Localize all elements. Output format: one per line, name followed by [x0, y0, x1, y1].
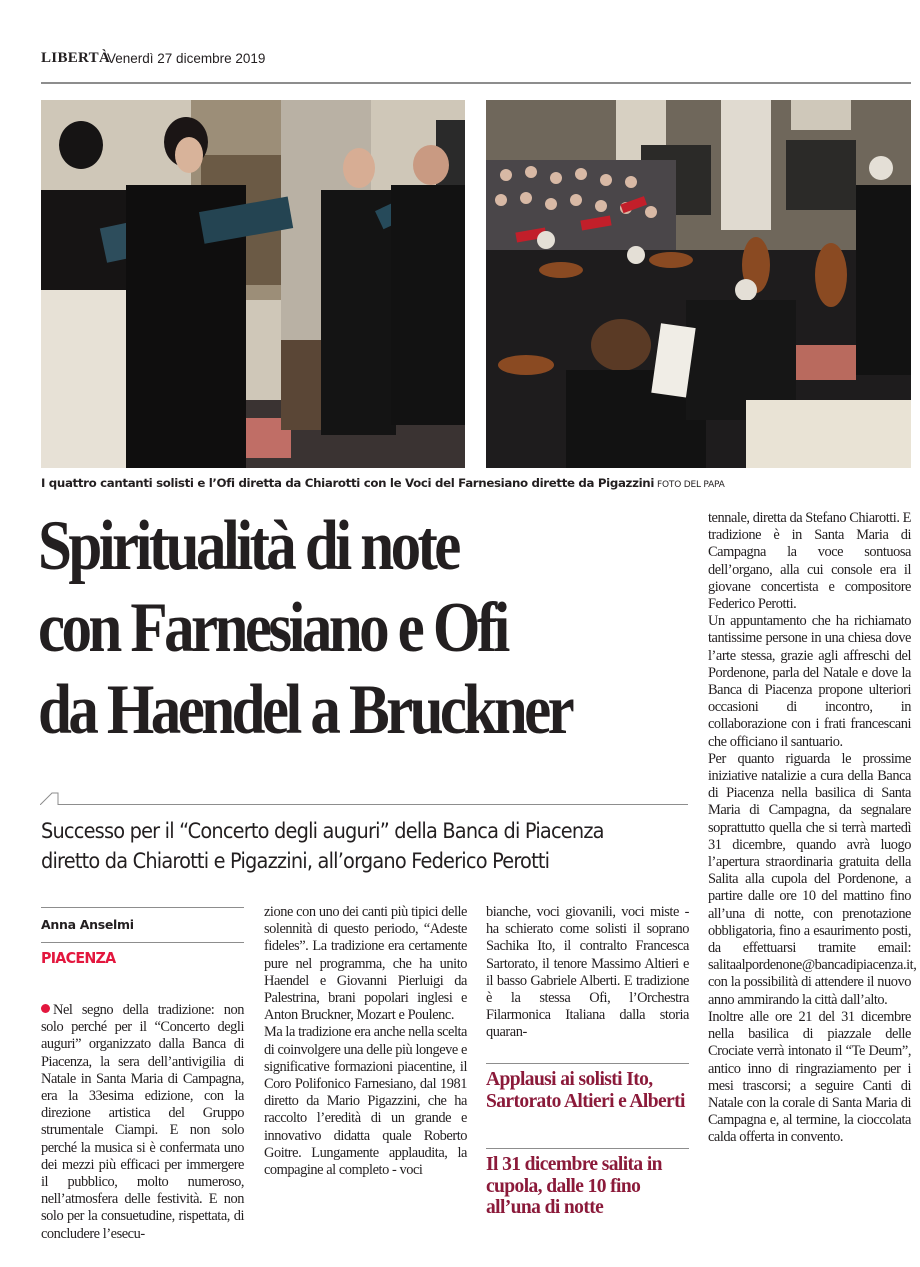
body-paragraph: Per quanto riguarda le prossime iniziative natalizie a cura della Banca di Piacenza nella basilica di Santa Maria di Campagna, da segnalare soprattutto quella che si terrà martedì 31 dicembre, quando avrà luogo l’apertura straordinaria gratuita della Salita alla cupola del Pordenone, a partire dalle ore 10 del mattino fino all’una di notte, con prenotazione obbligatoria, fino a esaurimento posti, da effettuarsi tramite email: salitaalpordenone@bancadipiacenza.it, con la possibilità di attendere il nuovo anno ammirando la città dall’alto.	[708, 750, 917, 1008]
soloists-illustration	[41, 100, 465, 468]
photo-soloists	[41, 100, 465, 468]
byline-rule-top	[41, 907, 244, 908]
body-paragraph: Inoltre alle ore 21 del 31 dicembre nella basilica di piazzale delle Crociate verrà intonato il “Te Deum”, antico inno di ringraziamento per i mesi trascorsi; a seguire Canti di Natale con la corale di Santa Maria di Campagna e, al termine, la cioccolata calda offerta in convento.	[708, 1008, 911, 1146]
body-paragraph: Un appuntamento che ha richiamato tantissime persone in una chiesa dove l’arte stessa, grazie agli affreschi del Pordenone, parla del Natale e dove la Banca di Piacenza propone ulteriori occasioni di incontro, in collaborazione con i frati francescani che officiano il santuario.	[708, 613, 911, 750]
pull-quote-rule-2	[486, 1148, 689, 1149]
headline-line-1: Spiritualità di note	[38, 507, 458, 585]
body-column-1	[41, 1002, 244, 1243]
caption-text: I quattro cantanti solisti e l’Ofi diretta da Chiarotti con le Voci del Farnesiano dirette da Pigazzini	[41, 476, 655, 490]
header-divider	[41, 82, 911, 84]
masthead-logo: LIBERTÀ	[41, 50, 111, 66]
dateline-city: PIACENZA	[41, 949, 116, 967]
headline-line-3: da Haendel a Bruckner	[38, 671, 572, 749]
issue-date: Venerdì 27 dicembre 2019	[107, 51, 266, 66]
body-paragraph: zione con uno dei canti più tipici delle solennità di questo periodo, “Adeste fideles”. La tradizione era certamente pure nel programma, che ha unito Haendel e Giovanni Pierluigi da Palestrina, brani popolari inglesi e Anton Bruckner, Mozart e Poulenc.	[264, 904, 467, 1024]
red-bullet-icon	[41, 1004, 50, 1013]
pull-quote-2: Il 31 dicembre salita in cupola, dalle 10 fino all’una di notte	[486, 1154, 662, 1218]
photo-credit: FOTO DEL PAPA	[657, 480, 725, 490]
headline-line-2: con Farnesiano e Ofi	[38, 589, 507, 667]
body-paragraph	[41, 1002, 244, 1243]
photo-caption	[41, 476, 725, 490]
body-column-3	[486, 904, 689, 1042]
body-text: Nel segno della tradizione: non solo perché per il “Concerto degli auguri” organizzato dalla Banca di Piacenza, la sera dell’antivigilia di Natale in Santa Maria di Campagna, era la 33esima edizione, con la direzione artistica del Gruppo strumentale Ciampi. E non solo perché la musica si è confermata uno dei mezzi più efficaci per immergere il pubblico, molto numeroso, nell’atmosfera delle festività. E non solo per la consuetudine, rispettata, di concludere l’esecu-	[41, 1002, 244, 1242]
byline-rule-bottom	[41, 942, 244, 943]
subhead-line-2: diretto da Chiarotti e Pigazzini, all’organo Federico Perotti	[41, 849, 550, 874]
body-column-4	[708, 510, 917, 1147]
article-subheadline	[41, 817, 635, 877]
article-headline	[38, 505, 606, 751]
body-paragraph: bianche, voci giovanili, voci miste - ha schierato come solisti il soprano Sachika Ito, il contralto Francesca Sartorato, il tenore Massimo Altieri e il basso Gabriele Alberti. E tradizione è la stessa Ofi, l’Orchestra Filarmonica Italiana dalla storia quaran-	[486, 904, 689, 1041]
body-column-2	[264, 904, 467, 1179]
subhead-rule	[58, 804, 688, 805]
pull-quote-1: Applausi ai solisti Ito, Sartorato Altieri e Alberti	[486, 1069, 685, 1112]
orchestra-illustration	[486, 100, 911, 468]
author-byline: Anna Anselmi	[41, 917, 134, 932]
photo-orchestra	[486, 100, 911, 468]
subhead-line-1: Successo per il “Concerto degli auguri” della Banca di Piacenza	[41, 819, 604, 844]
body-paragraph: tennale, diretta da Stefano Chiarotti. E tradizione è in Santa Maria di Campagna la voce sontuosa dell’organo, alla cui console era il giovane concertista e compositore Federico Perotti.	[708, 510, 911, 613]
pull-quote-rule-1	[486, 1063, 689, 1064]
body-paragraph: Ma la tradizione era anche nella scelta di coinvolgere una delle più longeve e significative formazioni piacentine, il Coro Polifonico Farnesiano, dal 1981 diretto da Mario Pigazzini, che ha raccolto l’eredità di un grande e innovativo didatta quale Roberto Goitre. Lungamente applaudita, la compagine al completo - voci	[264, 1024, 467, 1179]
subhead-rule-notch	[40, 791, 60, 805]
